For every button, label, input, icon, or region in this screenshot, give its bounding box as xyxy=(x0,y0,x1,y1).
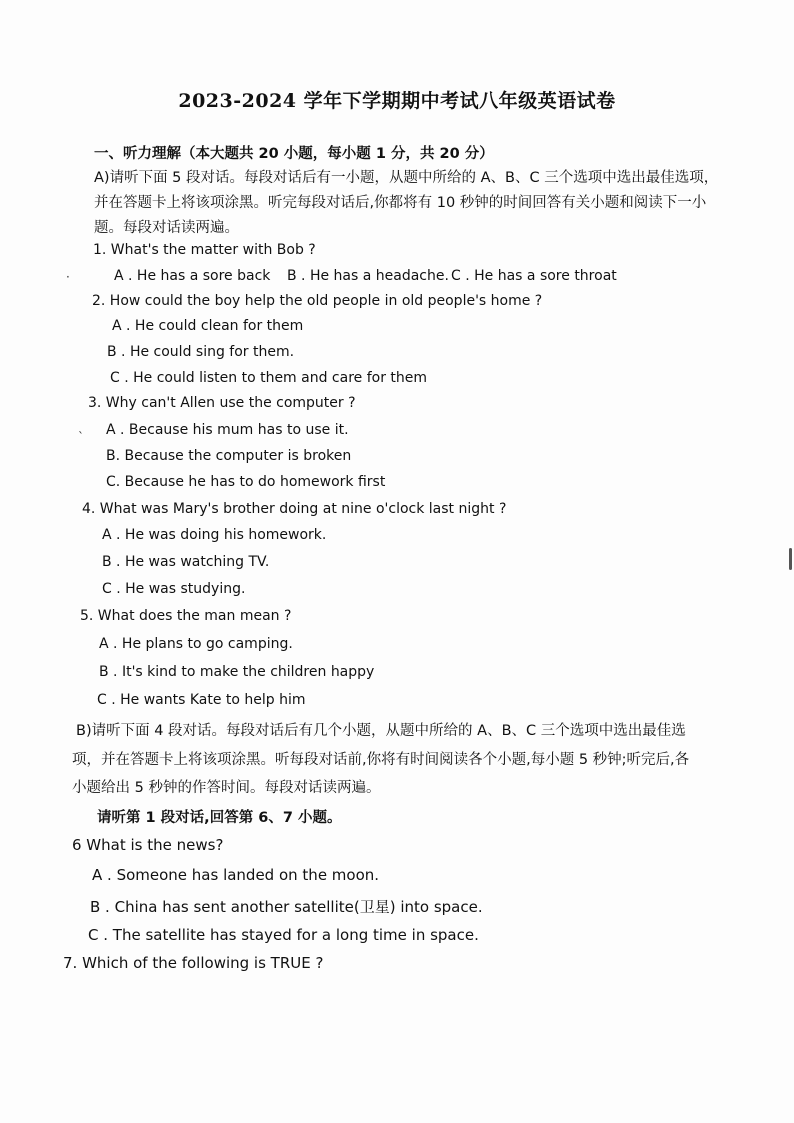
question-3-option-a: A . Because his mum has to use it. xyxy=(106,422,349,438)
scan-speck: ` xyxy=(78,430,84,444)
part-b-instruction-line-3: 小题给出 5 秒钟的作答时间。每段对话读两遍。 xyxy=(72,780,381,796)
question-5-option-a: A . He plans to go camping. xyxy=(99,636,293,652)
question-5-option-b: B . It's kind to make the children happy xyxy=(99,664,375,680)
question-6-option-a: A . Someone has landed on the moon. xyxy=(92,866,380,884)
part-a-instruction-line-2: 并在答题卡上将该项涂黑。听完每段对话后,你都将有 10 秒钟的时间回答有关小题和阅读下一小 xyxy=(94,195,707,211)
question-2-option-a: A . He could clean for them xyxy=(112,318,304,334)
question-1-stem: 1. What's the matter with Bob ? xyxy=(93,242,316,258)
question-1-option-c: C . He has a sore throat xyxy=(451,268,617,284)
part-b-instruction-line-2: 项，并在答题卡上将该项涂黑。听每段对话前,你将有时间阅读各个小题,每小题 5 秒钟;听完后,各 xyxy=(72,752,690,768)
scan-speck: · xyxy=(66,270,70,284)
question-2-option-b: B . He could sing for them. xyxy=(107,344,295,360)
question-6-option-b: B . China has sent another satellite(卫星) into space. xyxy=(90,898,483,916)
question-4-option-c: C . He was studying. xyxy=(102,581,246,597)
question-6-stem: 6 What is the news? xyxy=(72,836,224,854)
question-5-option-c: C . He wants Kate to help him xyxy=(97,692,306,708)
part-a-instruction-line-1: A)请听下面 5 段对话。每段对话后有一小题，从题中所给的 A、B、C 三个选项中选出最佳选项， xyxy=(94,170,719,186)
question-5-stem: 5. What does the man mean ? xyxy=(80,608,292,624)
part-b-instruction-line-1: B)请听下面 4 段对话。每段对话后有几个小题，从题中所给的 A、B、C 三个选项中选出最佳选 xyxy=(76,723,686,739)
question-3-option-c: C. Because he has to do homework first xyxy=(106,474,386,490)
question-1-option-b: B . He has a headache. xyxy=(287,268,449,284)
question-3-option-b: B. Because the computer is broken xyxy=(106,448,352,464)
part-a-instruction-line-3: 题。每段对话读两遍。 xyxy=(94,220,239,236)
question-4-stem: 4. What was Mary's brother doing at nine o'clock last night ? xyxy=(82,501,507,517)
section-heading: 一、听力理解（本大题共 20 小题，每小题 1 分，共 20 分） xyxy=(94,146,494,162)
question-6-option-c: C . The satellite has stayed for a long time in space. xyxy=(88,926,479,944)
question-2-option-c: C . He could listen to them and care for them xyxy=(110,370,428,386)
question-1-option-a: A . He has a sore back xyxy=(114,268,271,284)
page-title: 2023-2024 学年下学期期中考试八年级英语试卷 xyxy=(178,90,616,112)
dialogue-1-heading: 请听第 1 段对话,回答第 6、7 小题。 xyxy=(97,810,342,826)
question-3-stem: 3. Why can't Allen use the computer ? xyxy=(88,395,356,411)
question-2-stem: 2. How could the boy help the old people in old people's home ? xyxy=(92,293,543,309)
question-4-option-b: B . He was watching TV. xyxy=(102,554,270,570)
question-4-option-a: A . He was doing his homework. xyxy=(102,527,327,543)
question-7-stem: 7. Which of the following is TRUE ? xyxy=(63,954,324,972)
scan-edge-mark xyxy=(789,548,792,570)
